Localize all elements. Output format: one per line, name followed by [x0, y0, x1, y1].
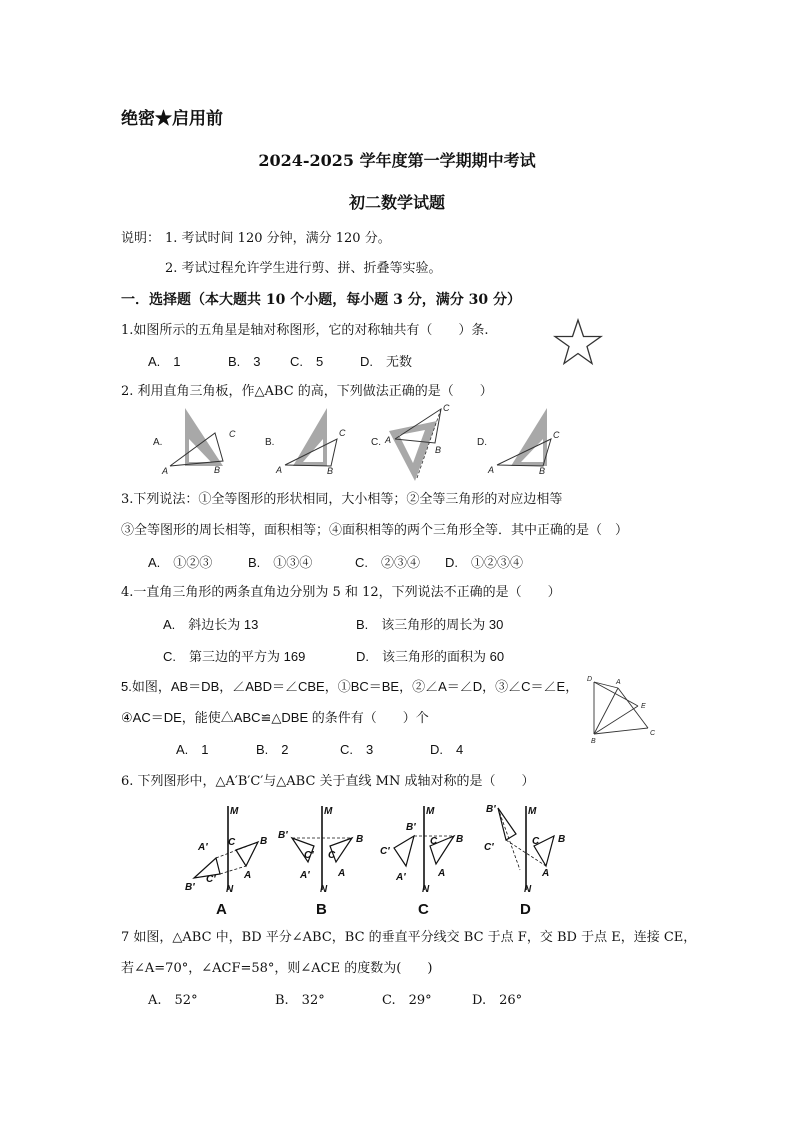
q2-letter-d: D.	[477, 437, 487, 448]
svg-text:N: N	[320, 884, 328, 895]
q3-option-a: A. ①②③	[148, 555, 213, 570]
q2-figure-a	[153, 408, 236, 476]
q1-option-b: B. 3	[228, 354, 261, 369]
svg-text:M: M	[528, 806, 537, 817]
q5-label-B: B	[591, 738, 596, 745]
svg-text:B: B	[260, 836, 268, 847]
svg-text:C: C	[430, 836, 438, 847]
q2-stem: 2. 利用直角三角板，作△ABC 的高，下列做法正确的是（ ）	[121, 384, 493, 399]
q5-label-C: C	[650, 730, 656, 737]
q2-d-label-C: C	[553, 430, 560, 440]
q7-option-b: B. 32°	[275, 993, 325, 1008]
q5-label-A: A	[616, 679, 621, 686]
q6-figure-c	[380, 806, 463, 895]
q7-option-d: D. 26°	[472, 993, 523, 1008]
q6-figure-d	[484, 804, 565, 895]
svg-text:M: M	[324, 806, 333, 817]
q1-option-a: A. 1	[148, 354, 181, 369]
q2-a-label-A: A	[162, 466, 169, 476]
q2-b-label-A: A	[276, 465, 283, 475]
q2-figure-b	[265, 408, 346, 476]
svg-text:B: B	[558, 834, 566, 845]
q5-option-d: D. 4	[430, 742, 464, 757]
svg-text:A′: A′	[300, 870, 310, 881]
q6-letter-b: B	[316, 901, 327, 918]
q2-figure	[145, 403, 575, 483]
q7-option-c: C. 29°	[382, 993, 432, 1008]
q1-option-d: D. 无数	[360, 354, 413, 369]
svg-text:C′: C′	[484, 842, 494, 853]
svg-text:B′: B′	[486, 804, 496, 815]
q2-a-label-B: B	[214, 465, 221, 475]
q6-figure	[180, 800, 572, 918]
q2-a-label-C: C	[229, 429, 236, 439]
instructions-line2: 2. 考试过程允许学生进行剪、拼、折叠等实验。	[165, 261, 442, 276]
exam-subtitle: 初二数学试题	[348, 193, 445, 212]
q5-option-b: B. 2	[256, 742, 289, 757]
q5-figure	[584, 672, 660, 746]
svg-text:M: M	[230, 806, 239, 817]
q5-option-a: A. 1	[176, 742, 209, 757]
q4-option-c: C. 第三边的平方为 169	[163, 649, 306, 664]
q6-letter-c: C	[418, 901, 429, 918]
q6-figure-a	[185, 806, 267, 895]
q3-option-d: D. ①②③④	[445, 555, 524, 570]
q6-figure-b	[278, 806, 363, 895]
svg-text:C′: C′	[304, 850, 314, 861]
section1-heading: 一．选择题（本大题共 10 个小题，每小题 3 分，满分 30 分）	[121, 292, 521, 308]
q5-label-D: D	[587, 676, 593, 683]
q5-line1: 5.如图，AB＝DB，∠ABD＝∠CBE，①BC＝BE，②∠A＝∠D，③∠C＝∠E，	[121, 679, 579, 694]
q7-line2: 若∠A=70°，∠ACF=58°，则∠ACE 的度数为( )	[121, 961, 433, 976]
q7-option-a: A. 52°	[148, 993, 198, 1008]
q6-letter-d: D	[520, 901, 531, 918]
svg-text:A′: A′	[198, 842, 208, 853]
q3-line1: 3.下列说法：①全等图形的形状相同，大小相等；②全等三角形的对应边相等	[121, 492, 563, 507]
q2-letter-c: C.	[371, 437, 381, 448]
q4-option-a: A. 斜边长为 13	[163, 617, 259, 632]
q1-stem: 1.如图所示的五角星是轴对称图形，它的对称轴共有（ ）条.	[121, 323, 489, 338]
instructions-line1: 1. 考试时间 120 分钟，满分 120 分。	[165, 231, 391, 246]
svg-text:C: C	[228, 837, 236, 848]
q2-letter-b: B.	[265, 437, 275, 448]
svg-text:B: B	[456, 834, 464, 845]
svg-text:B: B	[356, 834, 364, 845]
star-figure	[552, 318, 604, 368]
q7-line1: 7 如图，△ABC 中，BD 平分∠ABC，BC 的垂直平分线交 BC 于点 F，交 BD 于点 E，连接 CE，	[121, 930, 697, 945]
svg-text:N: N	[524, 884, 532, 895]
q3-line2: ③全等图形的周长相等，面积相等；④面积相等的两个三角形全等．其中正确的是（ ）	[121, 523, 629, 538]
q2-b-label-B: B	[327, 466, 334, 476]
q2-c-label-B: B	[435, 445, 442, 455]
svg-text:C′: C′	[206, 874, 216, 885]
q1-option-c: C. 5	[290, 354, 324, 369]
q5-option-c: C. 3	[340, 742, 374, 757]
svg-text:A: A	[542, 868, 550, 879]
svg-text:B′: B′	[278, 830, 288, 841]
svg-text:N: N	[422, 884, 430, 895]
q6-letter-a: A	[216, 901, 227, 918]
svg-text:A: A	[338, 868, 346, 879]
svg-text:M: M	[426, 806, 435, 817]
q2-c-label-A: A	[385, 435, 392, 445]
q5-line2: ④AC＝DE，能使△ABC≌△DBE 的条件有（ ）个	[121, 710, 429, 725]
q2-d-label-B: B	[539, 466, 546, 476]
q2-letter-a: A.	[153, 437, 163, 448]
q2-c-label-C: C	[443, 403, 450, 413]
svg-text:A: A	[438, 868, 446, 879]
secret-label: 绝密★启用前	[121, 109, 223, 129]
instructions-label: 说明：	[121, 231, 161, 246]
q3-option-c: C. ②③④	[355, 555, 421, 570]
q2-d-label-A: A	[488, 465, 495, 475]
q4-option-b: B. 该三角形的周长为 30	[356, 617, 504, 632]
q6-stem: 6. 下列图形中，△A′B′C′与△ABC 关于直线 MN 成轴对称的是（ ）	[121, 774, 535, 789]
svg-text:A′: A′	[396, 872, 406, 883]
svg-text:B′: B′	[406, 822, 416, 833]
q2-figure-d	[477, 408, 560, 476]
svg-text:N: N	[226, 884, 234, 895]
svg-text:C: C	[328, 850, 336, 861]
q3-option-b: B. ①③④	[248, 555, 313, 570]
q5-label-E: E	[641, 703, 646, 710]
svg-text:C: C	[532, 836, 540, 847]
svg-text:A: A	[244, 870, 252, 881]
svg-text:B′: B′	[185, 882, 195, 893]
exam-title: 2024-2025 学年度第一学期期中考试	[258, 151, 536, 170]
q2-b-label-C: C	[339, 428, 346, 438]
svg-text:C′: C′	[380, 846, 390, 857]
q4-stem: 4.一直角三角形的两条直角边分别为 5 和 12，下列说法不正确的是（ ）	[121, 585, 561, 600]
q2-figure-c	[371, 403, 450, 481]
q4-option-d: D. 该三角形的面积为 60	[356, 649, 505, 664]
